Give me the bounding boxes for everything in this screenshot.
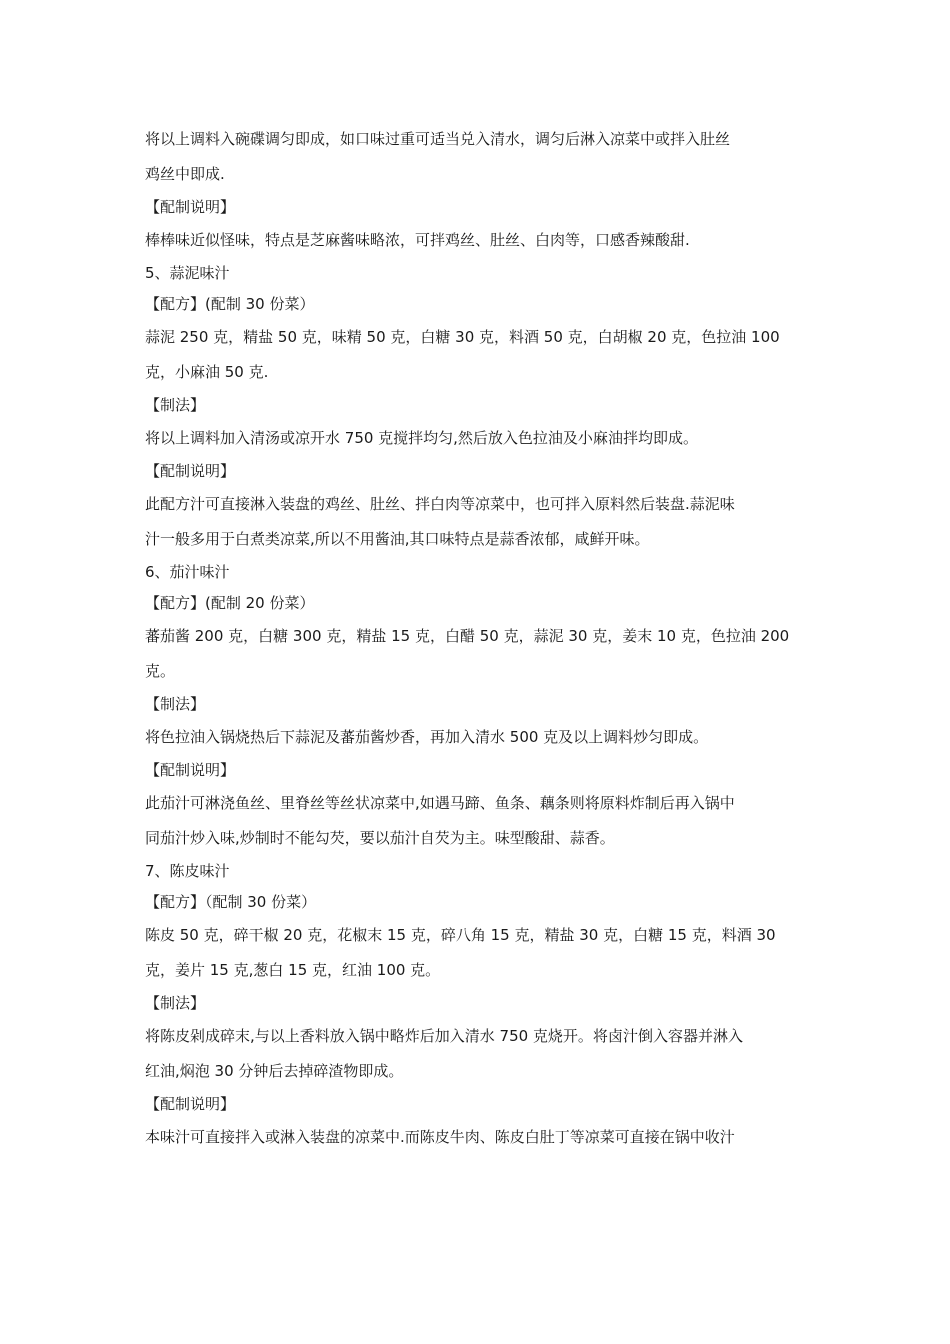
paragraph-line: 将色拉油入锅烧热后下蒜泥及蕃茄酱炒香，再加入清水 500 克及以上调料炒匀即成。: [145, 728, 709, 746]
section-heading: 【配制说明】: [145, 1095, 236, 1113]
paragraph-line: 本味汁可直接拌入或淋入装盘的凉菜中.而陈皮牛肉、陈皮白肚丁等凉菜可直接在锅中收汁: [145, 1128, 735, 1146]
section-title: 6、茄汁味汁: [145, 563, 230, 581]
paragraph-line: 此配方汁可直接淋入装盘的鸡丝、肚丝、拌白肉等凉菜中，也可拌入原料然后装盘.蒜泥味: [145, 495, 735, 513]
section-heading: 【配方】(配制 20 份菜）: [145, 594, 315, 612]
section-heading: 【配制说明】: [145, 198, 236, 216]
paragraph-line: 蕃茄酱 200 克，白糖 300 克，精盐 15 克，白醋 50 克，蒜泥 30 克，姜末 10 克，色拉油 200: [145, 627, 790, 645]
section-heading: 【配方】(配制 30 份菜）: [145, 295, 315, 313]
paragraph-line: 同茄汁炒入味,炒制时不能勾芡，要以茄汁自芡为主。味型酸甜、蒜香。: [145, 829, 615, 847]
paragraph-line: 汁一般多用于白煮类凉菜,所以不用酱油,其口味特点是蒜香浓郁，咸鲜开味。: [145, 530, 650, 548]
paragraph-line: 棒棒味近似怪味，特点是芝麻酱味略浓，可拌鸡丝、肚丝、白肉等，口感香辣酸甜.: [145, 231, 690, 249]
section-heading: 【制法】: [145, 994, 206, 1012]
paragraph-line: 克。: [145, 662, 176, 680]
section-heading: 【制法】: [145, 396, 206, 414]
paragraph-line: 将以上调料加入清汤或凉开水 750 克搅拌均匀,然后放入色拉油及小麻油拌均即成。: [145, 429, 698, 447]
paragraph-line: 克，姜片 15 克,葱白 15 克，红油 100 克。: [145, 961, 441, 979]
section-heading: 【配制说明】: [145, 462, 236, 480]
paragraph-line: 蒜泥 250 克，精盐 50 克，味精 50 克，白糖 30 克，料酒 50 克，白胡椒 20 克，色拉油 100: [145, 328, 780, 346]
section-heading: 【配方】（配制 30 份菜）: [145, 893, 317, 911]
paragraph-line: 陈皮 50 克，碎干椒 20 克，花椒末 15 克，碎八角 15 克，精盐 30 克，白糖 15 克，料酒 30: [145, 926, 776, 944]
paragraph-line: 红油,焖泡 30 分钟后去掉碎渣物即成。: [145, 1062, 404, 1080]
paragraph-line: 此茄汁可淋浇鱼丝、里脊丝等丝状凉菜中,如遇马蹄、鱼条、藕条则将原料炸制后再入锅中: [145, 794, 735, 812]
section-title: 5、蒜泥味汁: [145, 264, 230, 282]
section-heading: 【配制说明】: [145, 761, 236, 779]
section-heading: 【制法】: [145, 695, 206, 713]
paragraph-line: 克，小麻油 50 克.: [145, 363, 269, 381]
paragraph-line: 将以上调料入碗碟调匀即成，如口味过重可适当兑入清水，调匀后淋入凉菜中或拌入肚丝: [145, 130, 731, 148]
document-body: [145, 122, 809, 1155]
paragraph-line: 鸡丝中即成.: [145, 165, 225, 183]
section-title: 7、陈皮味汁: [145, 862, 230, 880]
paragraph-line: 将陈皮剁成碎末,与以上香料放入锅中略炸后加入清水 750 克烧开。将卤汁倒入容器并淋入: [145, 1027, 743, 1045]
